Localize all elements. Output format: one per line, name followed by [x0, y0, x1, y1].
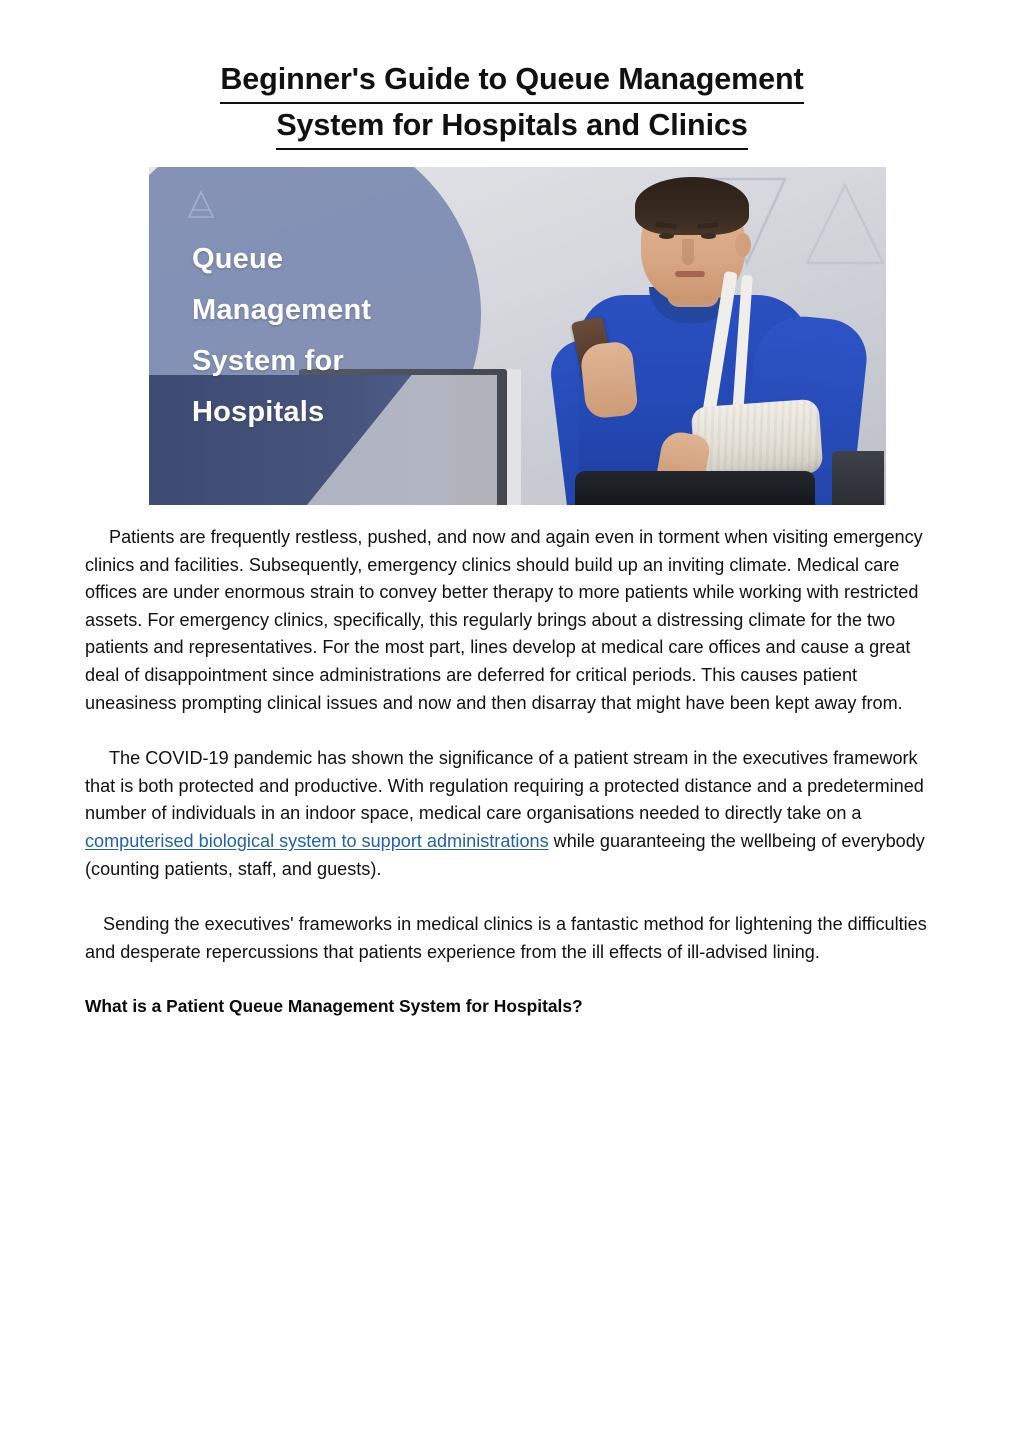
arm-cast-bandage	[691, 399, 824, 482]
patient-nose	[682, 239, 694, 265]
hero-overlay-line-3: System for	[192, 345, 344, 377]
paragraph-2-text-before-link: The COVID-19 pandemic has shown the significance of a patient stream in the executives framework that is both protected and productive. With regulation requiring a protected distance and a predetermined number of individuals in an indoor space, medical care organisations needed to directly take on a	[85, 748, 924, 824]
patient-hair	[635, 177, 749, 235]
paragraph-2	[85, 745, 942, 883]
page-title-line-2: System for Hospitals and Clinics	[276, 104, 747, 150]
patient-eye-left	[659, 233, 674, 239]
hero-overlay-heading	[192, 234, 492, 438]
chair-side-arm	[832, 451, 884, 505]
section-heading-what-is-pqms: What is a Patient Queue Management System for Hospitals?	[85, 996, 583, 1017]
hero-image-container	[149, 167, 886, 505]
hero-overlay-line-1: Queue	[192, 243, 284, 275]
inline-link-queue-system[interactable]: computerised biological system to support administrations	[85, 830, 549, 851]
patient-ear	[735, 233, 751, 257]
paragraph-1: Patients are frequently restless, pushed, and now and again even in torment when visiting emergency clinics and facilities. Subsequently, emergency clinics should build up an inviting climate. Medical care offices are under enormous strain to convey better therapy to more patients while working with restricted assets. For emergency clinics, specifically, this regularly brings about a distressing climate for the two patients and representatives. For the most part, lines develop at medical care offices and cause a great deal of disappointment since administrations are deferred for critical periods. This causes patient uneasiness prompting clinical issues and now and then disarray that might have been kept away from.	[85, 527, 923, 713]
hero-image	[149, 167, 886, 505]
paragraph-3: Sending the executives' frameworks in medical clinics is a fantastic method for lightening the difficulties and desperate repercussions that patients experience from the ill effects of ill-advised lining.	[85, 914, 927, 962]
article-body	[85, 524, 942, 1018]
chair-gap	[507, 369, 521, 505]
patient-photo-subject	[541, 167, 886, 505]
page-title	[0, 0, 1024, 150]
patient-lap	[575, 471, 815, 505]
paragraph-2-text-after-link: while guaranteeing the wellbeing of everybody (counting patients, staff, and guests).	[85, 830, 925, 879]
patient-mouth	[675, 271, 705, 277]
patient-eye-right	[701, 233, 716, 239]
hero-overlay-line-4: Hospitals	[192, 396, 325, 428]
page-title-line-1: Beginner's Guide to Queue Management	[220, 58, 803, 104]
patient-hand-holding-phone	[579, 340, 638, 419]
small-triangle-icon	[187, 190, 215, 220]
hero-overlay-line-2: Management	[192, 294, 372, 326]
